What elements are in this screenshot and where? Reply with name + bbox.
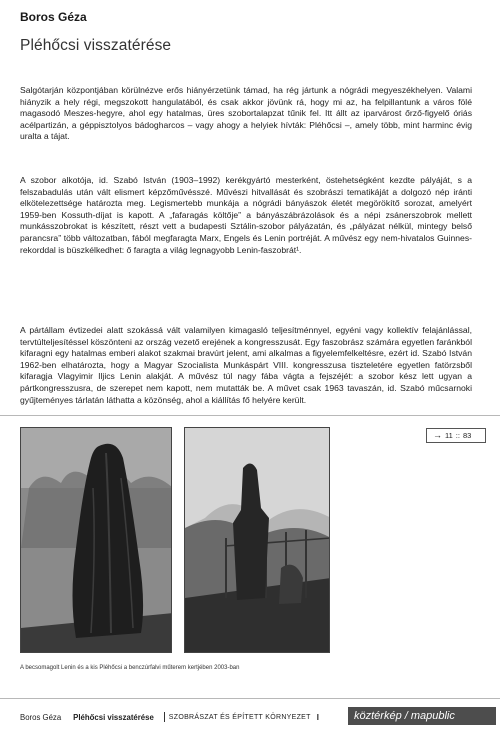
total-pages: 83 [462,431,472,440]
footer-divider-bar [164,712,165,722]
author-name: Boros Géza [20,10,87,24]
section-divider [0,415,500,416]
photo-small-pleocsi [184,427,330,653]
photo-wrapped-lenin-graphic [21,428,172,653]
footer-author: Boros Géza [20,712,62,722]
current-page: 11 [445,431,453,440]
footer-title: Pléhőcsi visszatérése [73,712,154,722]
page-separator: :: [455,431,460,440]
paragraph-2: A szobor alkotója, id. Szabó István (1903–1992) kerékgyártó mesterként, östehetségként kezdte pályáját, s a felszabadulás után vált elismert képzőművésszé. Művészi hitvallását és szobrászi tematikáját a dolgozó nép iránti elkötelezettsége határozta meg. Legismertebb munkája a nógrádi bányászok életét megörökítő sorozat, amelyért 1959-ben Kossuth-díjat is kapott. A „fafaragás költője” a bányászábrázolások és a népi zsánerszobrok mellett munkásszobrokat is készített, részt vett a budapesti Sztálin-szobor pályázatán, és „pályázat nélkül, mintegy belső parancsra” több változatban, fából megfaragta Marx, Engels és Lenin portréját. A művész egy nem-hivatalos Guinnes-rekorddal is büszkélkedhet: ő faragta a világ legnagyobb Lenin-faszobrát¹. [20,175,472,255]
page-footer [20,712,319,722]
arrow-right-icon[interactable]: → [433,430,442,440]
article-title: Pléhőcsi visszatérése [20,37,172,54]
footer-divider [0,698,500,699]
photo-wrapped-lenin [20,427,172,653]
paragraph-3: A pártállam évtizedei alatt szokássá vált valamilyen kimagasló teljesítménnyel, egyéni vagy kollektív felajánlással, tervtúlteljesítéssel köszönteni az ország vezető erejének a kongresszusát. Egy faszobrász számára egyetlen faránkból kifaragni egy hatalmas emberi alakot szakmai bravúrt jelent, ami alkalmas a figyelemfelkeltésre, ezért id. Szabó István 1962-ben elhatározta, hogy a Magyar Szocialista Munkáspárt VIII. kongresszusa tiszteletére egyetlen fatörzsből kifaragja Vlagyimir Iljics Lenin alakját. A művész túl nagy fába vágta a fejszéjét: a szobor kész lett ugyan a pártkongresszusra, de szerepet nem kapott, nem mutatták be. A művet csak 1963 tavaszán, id. Szabó műcsarnoki gyűjteményes tárlatán láthatta a közönség, ahol a kiállítás fő helyére került. [20,325,472,405]
watermark-logo: köztérkép / mapublic [348,707,496,725]
page-navigation[interactable] [426,428,486,443]
photo-caption: A becsomagolt Lenin és a kis Pléhőcsi a benczúrfalvi műterem kertjében 2003-ban [20,665,240,671]
photo-small-pleocsi-graphic [185,428,330,653]
paragraph-1: Salgótarján központjában körülnézve erős hiányérzetünk támad, ha rég jártunk a nógrádi megyeszékhelyen. Valami hiányzik a hely régi, megszokott hangulatából, és csak akkor jövünk rá, hogy mi az, ha felpillantunk a város fölé magasodó Meszes-hegyre, ahol egy hatalmas, üres szobortalapzat tűnik fel. Itt állt az iparvárost őrző-figyelő óriás acélpartizán, a géppisztolyos bádogharcos – vagy ahogy a helyiek hívták: Pléhőcsi –, amely több, mint harminc évig uralta a tájat. [20,85,472,142]
footer-section: SZOBRÁSZAT ÉS ÉPÍTETT KÖRNYEZET [168,713,311,721]
footer-end-bar: I [316,712,319,722]
